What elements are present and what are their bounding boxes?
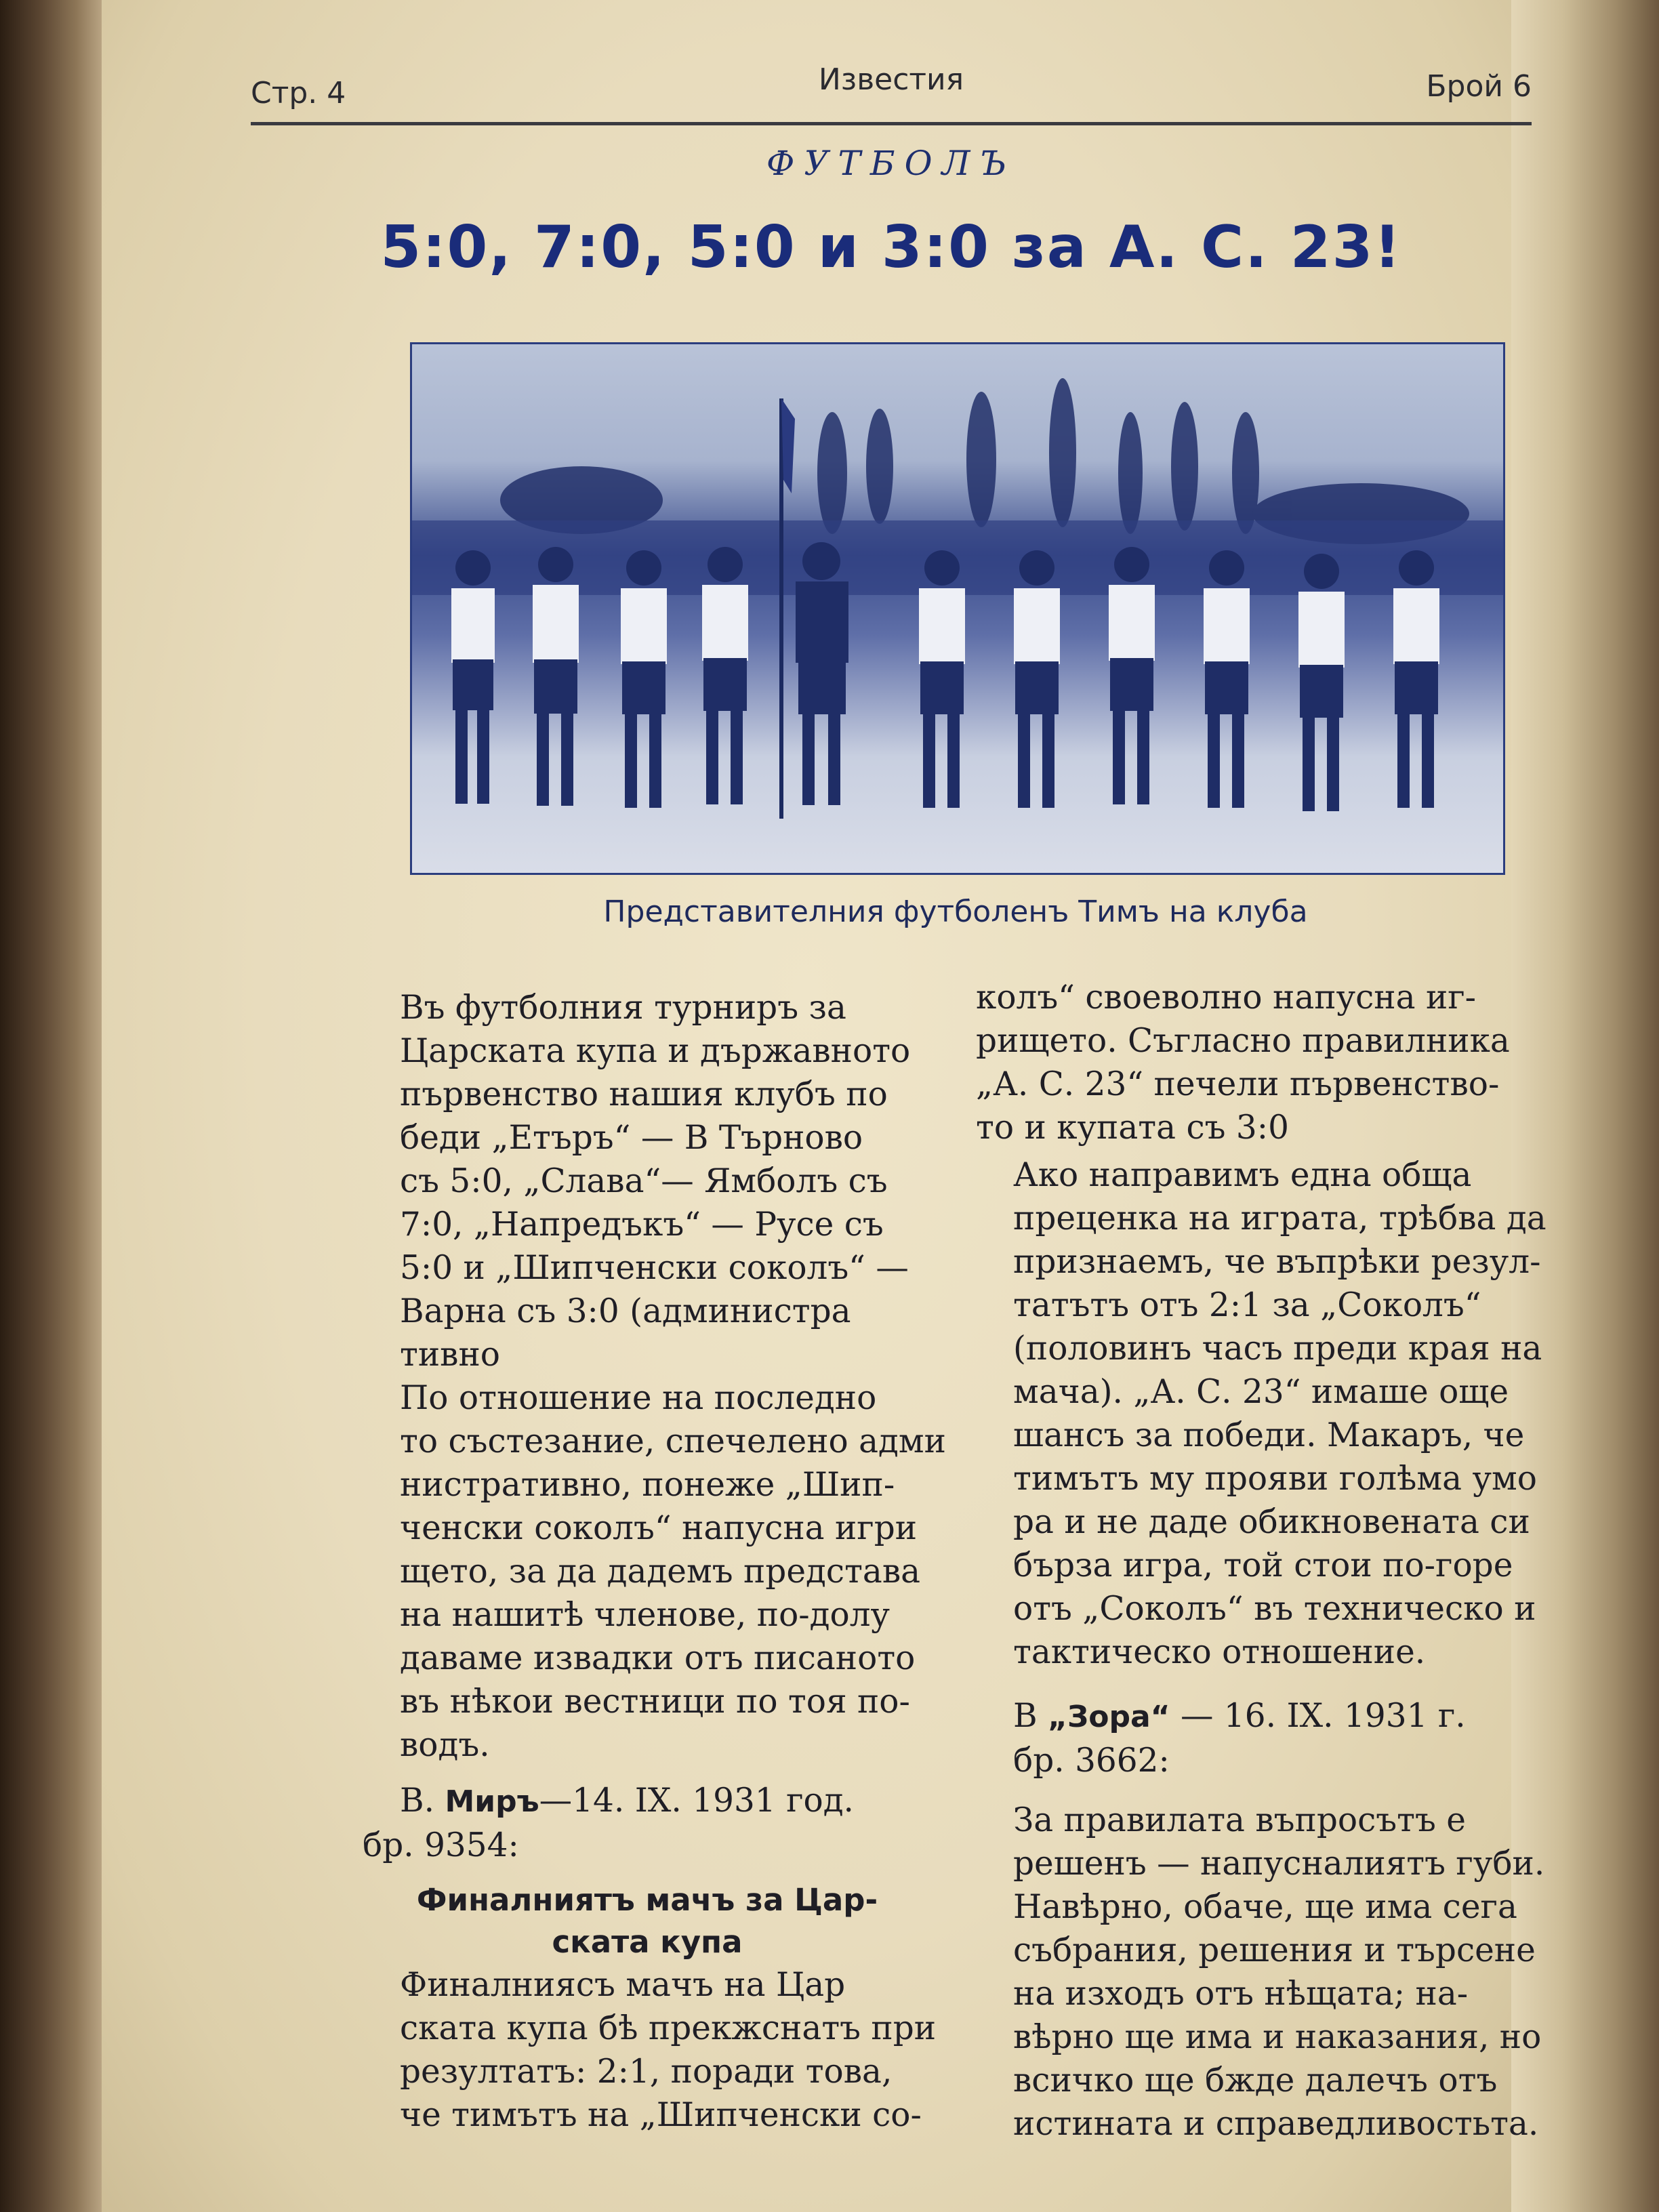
text-line: то и купата съ 3:0: [976, 1109, 1289, 1147]
text-line: вѣрно ще има и наказания, но: [1013, 2018, 1542, 2056]
text-line: тивно: [400, 1336, 500, 1374]
text-line: на изходъ отъ нѣщата; на-: [1013, 1975, 1469, 2013]
text-line: татътъ отъ 2:1 за „Соколъ“: [1013, 1286, 1481, 1324]
team-photo-illustration: [412, 344, 1503, 873]
text-line: Навѣрно, обаче, ще има сега: [1013, 1888, 1517, 1926]
text-line: признаемъ, че въпрѣки резул-: [1013, 1243, 1541, 1281]
text-line: ра и не даде обикновената си: [1013, 1503, 1530, 1541]
text-line: Ако направимъ една обща: [1013, 1156, 1472, 1194]
text-line: колъ“ своеволно напусна иг-: [976, 979, 1477, 1017]
source-citation-mir: [363, 1779, 932, 1867]
text-line: 5:0 и „Шипченски соколъ“ —: [400, 1249, 909, 1287]
text-line: че тимътъ на „Шипченски со-: [400, 2096, 922, 2134]
text-line: събрания, решения и търсене: [1013, 1931, 1536, 1969]
article-subheading: Финалниятъ мачъ за Цар- ската купа: [416, 1882, 878, 1960]
text-line: ската купа бѣ прекжснатъ при: [400, 2009, 937, 2047]
section-title: ФУТБОЛЪ: [766, 144, 1017, 183]
newspaper-name: „Зора“: [1048, 1700, 1170, 1734]
text-line: щето, за да дадемъ представа: [400, 1553, 921, 1591]
header-rule: [251, 122, 1532, 125]
text-line: Въ футболния турниръ за: [400, 989, 846, 1027]
book-binding-left: [0, 0, 102, 2212]
text-line: бърза игра, той стои по-горе: [1013, 1547, 1513, 1584]
paragraph-3: [363, 1963, 937, 2137]
page-number: Стр. 4: [251, 76, 346, 110]
paragraph-continued: [976, 976, 1518, 1149]
text-line: рището. Съгласно правилника: [976, 1022, 1510, 1060]
text-line: даваме извадки отъ писаното: [400, 1639, 916, 1677]
text-line: (половинъ часъ преди края на: [1013, 1330, 1542, 1368]
text-line: ченски соколъ“ напусна игри: [400, 1509, 918, 1547]
text-line: всичко ще бжде далечъ отъ: [1013, 2062, 1498, 2100]
text-line: водъ.: [400, 1726, 490, 1764]
paragraph-zora: [976, 1799, 1545, 2146]
text-line: преценка на играта, трѣбва да: [1013, 1200, 1547, 1237]
running-header: [251, 62, 1532, 117]
source-citation-zora: [976, 1694, 1518, 1782]
text-line: резултатъ: 2:1, поради това,: [400, 2053, 893, 2091]
text-line: съ 5:0, „Слава“— Ямболъ съ: [400, 1162, 888, 1200]
right-column: [976, 976, 1547, 2146]
text-line: тимътъ му прояви голѣма умо: [1013, 1460, 1537, 1498]
left-column: [363, 986, 946, 2137]
publication-title: Известия: [818, 62, 964, 97]
citation-line: В. Миръ—14. IX. 1931 год.: [400, 1782, 854, 1820]
citation-issue: бр. 3662:: [1013, 1742, 1170, 1780]
text-line: шансъ за победи. Макаръ, че: [1013, 1416, 1525, 1454]
text-line: на нашитѣ членове, по-долу: [400, 1596, 890, 1634]
text-line: „А. С. 23“ печели първенство-: [976, 1065, 1500, 1103]
headline: 5:0, 7:0, 5:0 и 3:0 за А. С. 23!: [380, 213, 1402, 281]
text-line: Финалниясъ мачъ на Цар: [400, 1966, 846, 2004]
text-line: Царската купа и държавното: [400, 1032, 911, 1070]
text-line: истината и справедливостьта.: [1013, 2105, 1539, 2143]
text-line: мача). „А. С. 23“ имаше още: [1013, 1373, 1509, 1411]
text-line: По отношение на последно: [400, 1379, 877, 1417]
paragraph-assessment: [976, 1153, 1547, 1674]
citation-line: В „Зора“ — 16. IX. 1931 г.: [1013, 1697, 1466, 1735]
text-line: 7:0, „Напредъкъ“ — Русе съ: [400, 1206, 884, 1244]
text-line: беди „Етъръ“ — В Търново: [400, 1119, 863, 1157]
citation-issue: бр. 9354:: [363, 1826, 519, 1864]
text-line: първенство нашия клубъ по: [400, 1076, 888, 1113]
newspaper-name: Миръ: [445, 1784, 539, 1819]
text-line: отъ „Соколъ“ въ техническо и: [1013, 1590, 1536, 1628]
paragraph-2: [363, 1376, 946, 1767]
document-page: [102, 0, 1547, 2212]
text-line: въ нѣкои вестници по тоя по-: [400, 1683, 910, 1721]
paragraph-1: [363, 986, 932, 1376]
text-line: Варна съ 3:0 (администра: [400, 1292, 851, 1330]
text-line: тактическо отношение.: [1013, 1633, 1426, 1671]
team-photo: [410, 342, 1505, 875]
text-line: решенъ — напусналиятъ губи.: [1013, 1845, 1545, 1883]
text-line: нистративно, понеже „Шип-: [400, 1466, 895, 1504]
text-line: За правилата въпросътъ е: [1013, 1801, 1466, 1839]
issue-number: Брой 6: [1426, 69, 1532, 104]
text-line: то състезание, спечелено адми: [400, 1422, 946, 1460]
photo-caption: Представителния футболенъ Тимъ на клуба: [603, 895, 1308, 929]
